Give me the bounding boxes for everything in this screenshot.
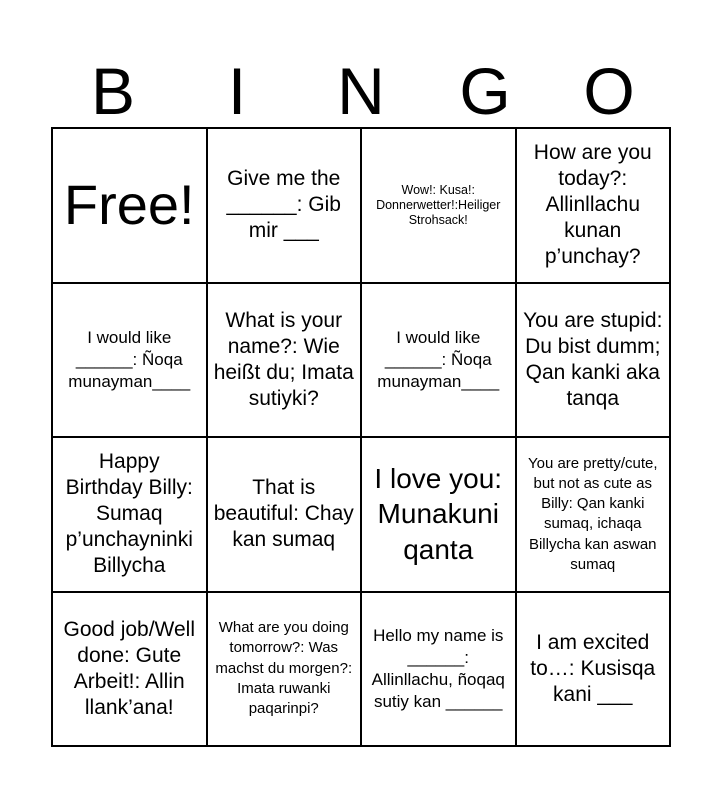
bingo-cell[interactable] bbox=[517, 129, 672, 284]
bingo-cell[interactable] bbox=[53, 593, 208, 748]
cell-text: What are you doing tomorrow?: Was machst du morgen?: Imata ruwanki paqarinpi? bbox=[215, 619, 353, 718]
cell-text: How are you today?: Allinllachu kunan p’unchay? bbox=[533, 141, 652, 269]
bingo-cell[interactable] bbox=[517, 284, 672, 439]
bingo-cell[interactable] bbox=[53, 284, 208, 439]
bingo-cell[interactable] bbox=[208, 438, 363, 593]
bingo-cell[interactable] bbox=[362, 284, 517, 439]
bingo-cell[interactable] bbox=[362, 129, 517, 284]
cell-text: I would like ______: Ñoqa munayman____ bbox=[377, 327, 500, 391]
cell-text: Happy Birthday Billy: Sumaq p’unchayninki Billycha bbox=[65, 450, 193, 578]
bingo-cell[interactable] bbox=[208, 593, 363, 748]
header-letter-b: B bbox=[90, 54, 136, 128]
bingo-cell-free[interactable] bbox=[53, 129, 208, 284]
header-letter-n: N bbox=[337, 54, 385, 128]
cell-text: Hello my name is ______: Allinllachu, ñoqaq sutiy kan ______ bbox=[371, 625, 505, 711]
bingo-cell[interactable] bbox=[362, 593, 517, 748]
bingo-cell[interactable] bbox=[517, 438, 672, 593]
header-letter-o: O bbox=[583, 54, 635, 128]
cell-text: I would like ______: Ñoqa munayman____ bbox=[68, 327, 191, 391]
bingo-cell[interactable] bbox=[208, 129, 363, 284]
cell-text: Wow!: Kusa!: Donnerwetter!:Heiliger Strohsack! bbox=[376, 182, 501, 227]
header-letter-g: G bbox=[459, 54, 511, 128]
bingo-board bbox=[51, 127, 671, 747]
cell-text: You are stupid: Du bist dumm; Qan kanki aka tanqa bbox=[523, 308, 663, 410]
bingo-cell[interactable] bbox=[53, 438, 208, 593]
bingo-cell[interactable] bbox=[208, 284, 363, 439]
cell-text: Good job/Well done: Gute Arbeit!: Allin llank’ana! bbox=[63, 617, 196, 719]
header-letter-i: I bbox=[227, 54, 247, 128]
cell-text: I am excited to…: Kusisqa kani ___ bbox=[530, 630, 656, 706]
cell-text: You are pretty/cute, but not as cute as Billy: Qan kanki sumaq, ichaqa Billycha kan aswan sumaq bbox=[527, 454, 658, 573]
bingo-cell[interactable] bbox=[362, 438, 517, 593]
cell-text: What is your name?: Wie heißt du; Imata sutiyki? bbox=[213, 308, 354, 410]
cell-text: Give me the ______: Gib mir ___ bbox=[226, 167, 341, 243]
cell-text: Free! bbox=[63, 173, 195, 237]
cell-text: That is beautiful: Chay kan sumaq bbox=[213, 476, 354, 552]
bingo-cell[interactable] bbox=[517, 593, 672, 748]
bingo-header bbox=[51, 52, 671, 128]
cell-text: I love you: Munakuni qanta bbox=[374, 462, 503, 566]
